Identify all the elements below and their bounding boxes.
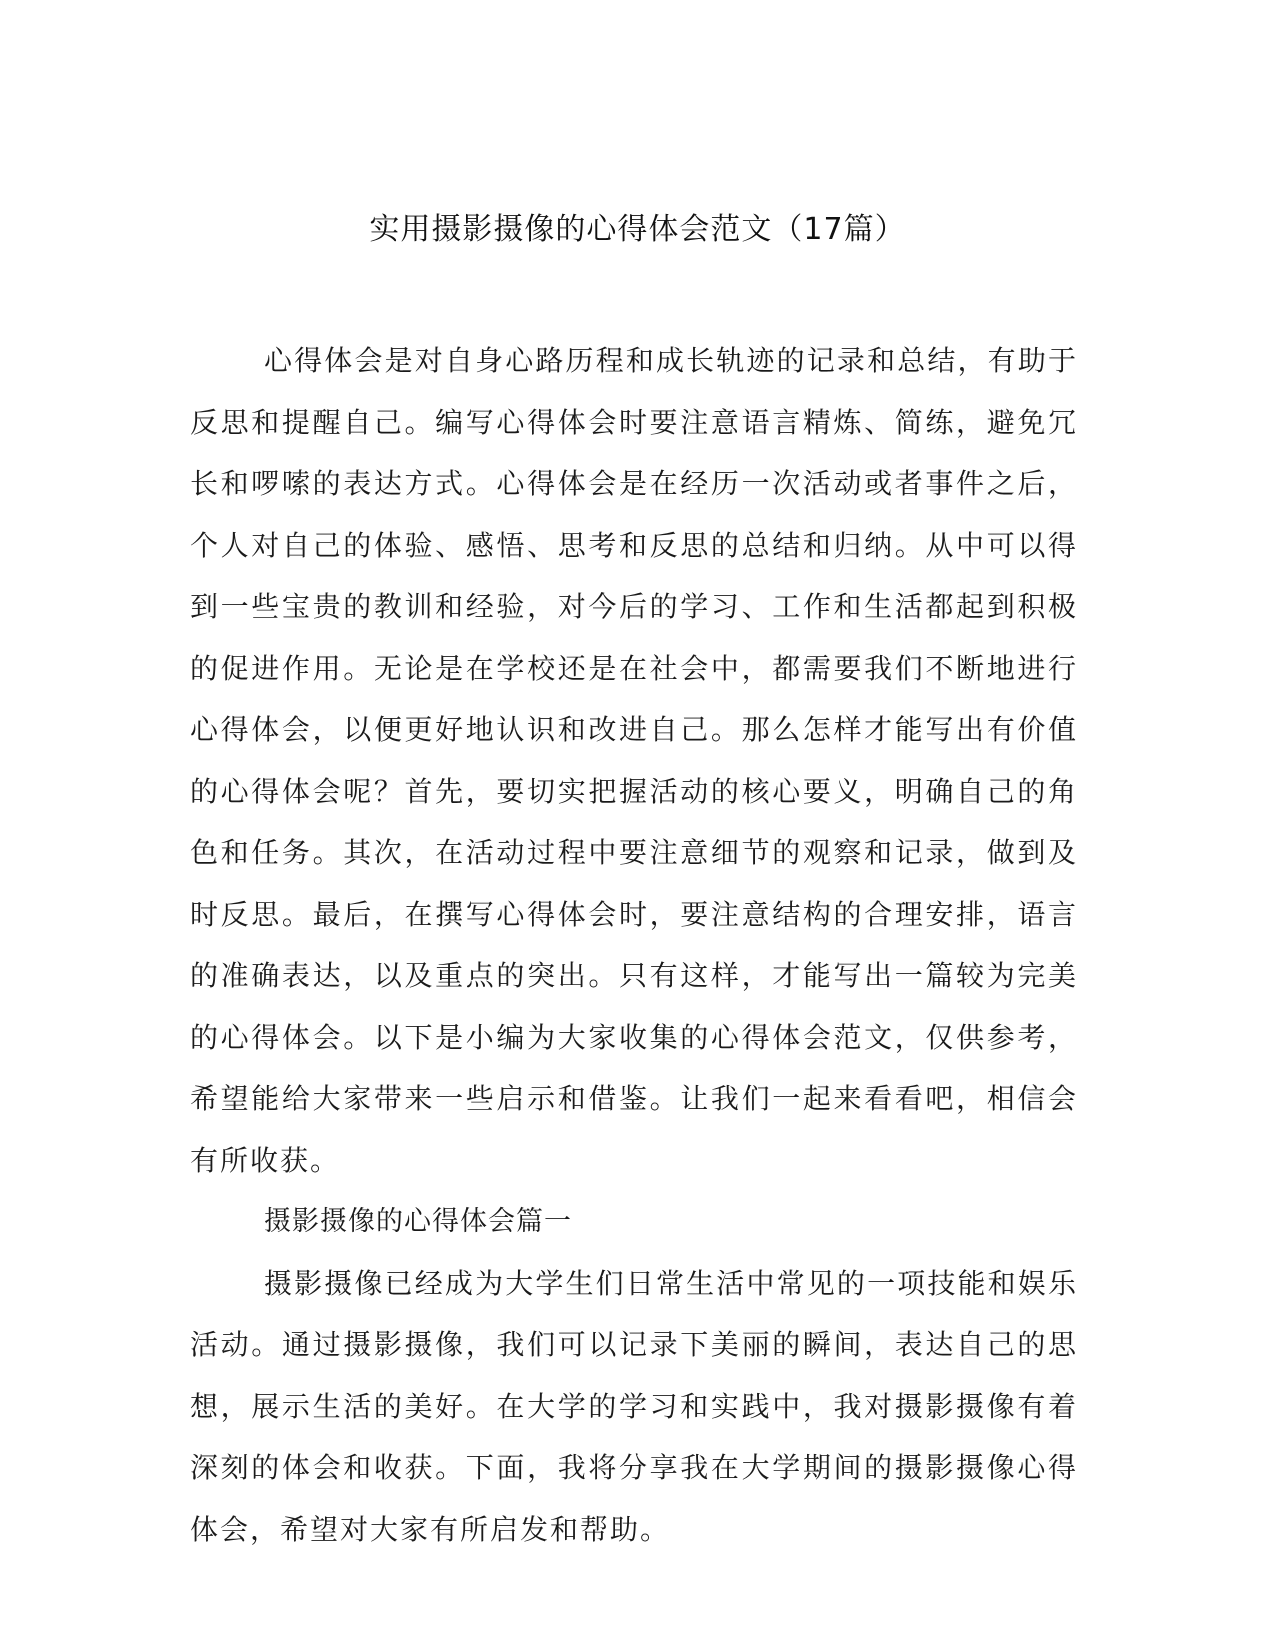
document-title: 实用摄影摄像的心得体会范文（17篇） xyxy=(369,212,906,247)
section-paragraph: 摄影摄像已经成为大学生们日常生活中常见的一项技能和娱乐活动。通过摄影摄像，我们可以记录下美丽的瞬间，表达自己的思想，展示生活的美好。在大学的学习和实践中，我对摄影摄像有着深刻的体会和收获。下面，我将分享我在大学期间的摄影摄像心得体会，希望对大家有所启发和帮助。 xyxy=(190,1266,1078,1546)
section-heading: 摄影摄像的心得体会篇一 xyxy=(264,1206,572,1237)
intro-paragraph: 心得体会是对自身心路历程和成长轨迹的记录和总结，有助于反思和提醒自己。编写心得体会时要注意语言精炼、简练，避免冗长和啰嗦的表达方式。心得体会是在经历一次活动或者事件之后，个人对自己的体验、感悟、思考和反思的总结和归纳。从中可以得到一些宝贵的教训和经验，对今后的学习、工作和生活都起到积极的促进作用。无论是在学校还是在社会中，都需要我们不断地进行心得体会，以便更好地认识和改进自己。那么怎样才能写出有价值的心得体会呢？首先，要切实把握活动的核心要义，明确自己的角色和任务。其次，在活动过程中要注意细节的观察和记录，做到及时反思。最后，在撰写心得体会时，要注意结构的合理安排，语言的准确表达，以及重点的突出。只有这样，才能写出一篇较为完美的心得体会。以下是小编为大家收集的心得体会范文，仅供参考，希望能给大家带来一些启示和借鉴。让我们一起来看看吧，相信会有所收获。 xyxy=(190,344,1078,1177)
document-body xyxy=(190,330,1078,1560)
